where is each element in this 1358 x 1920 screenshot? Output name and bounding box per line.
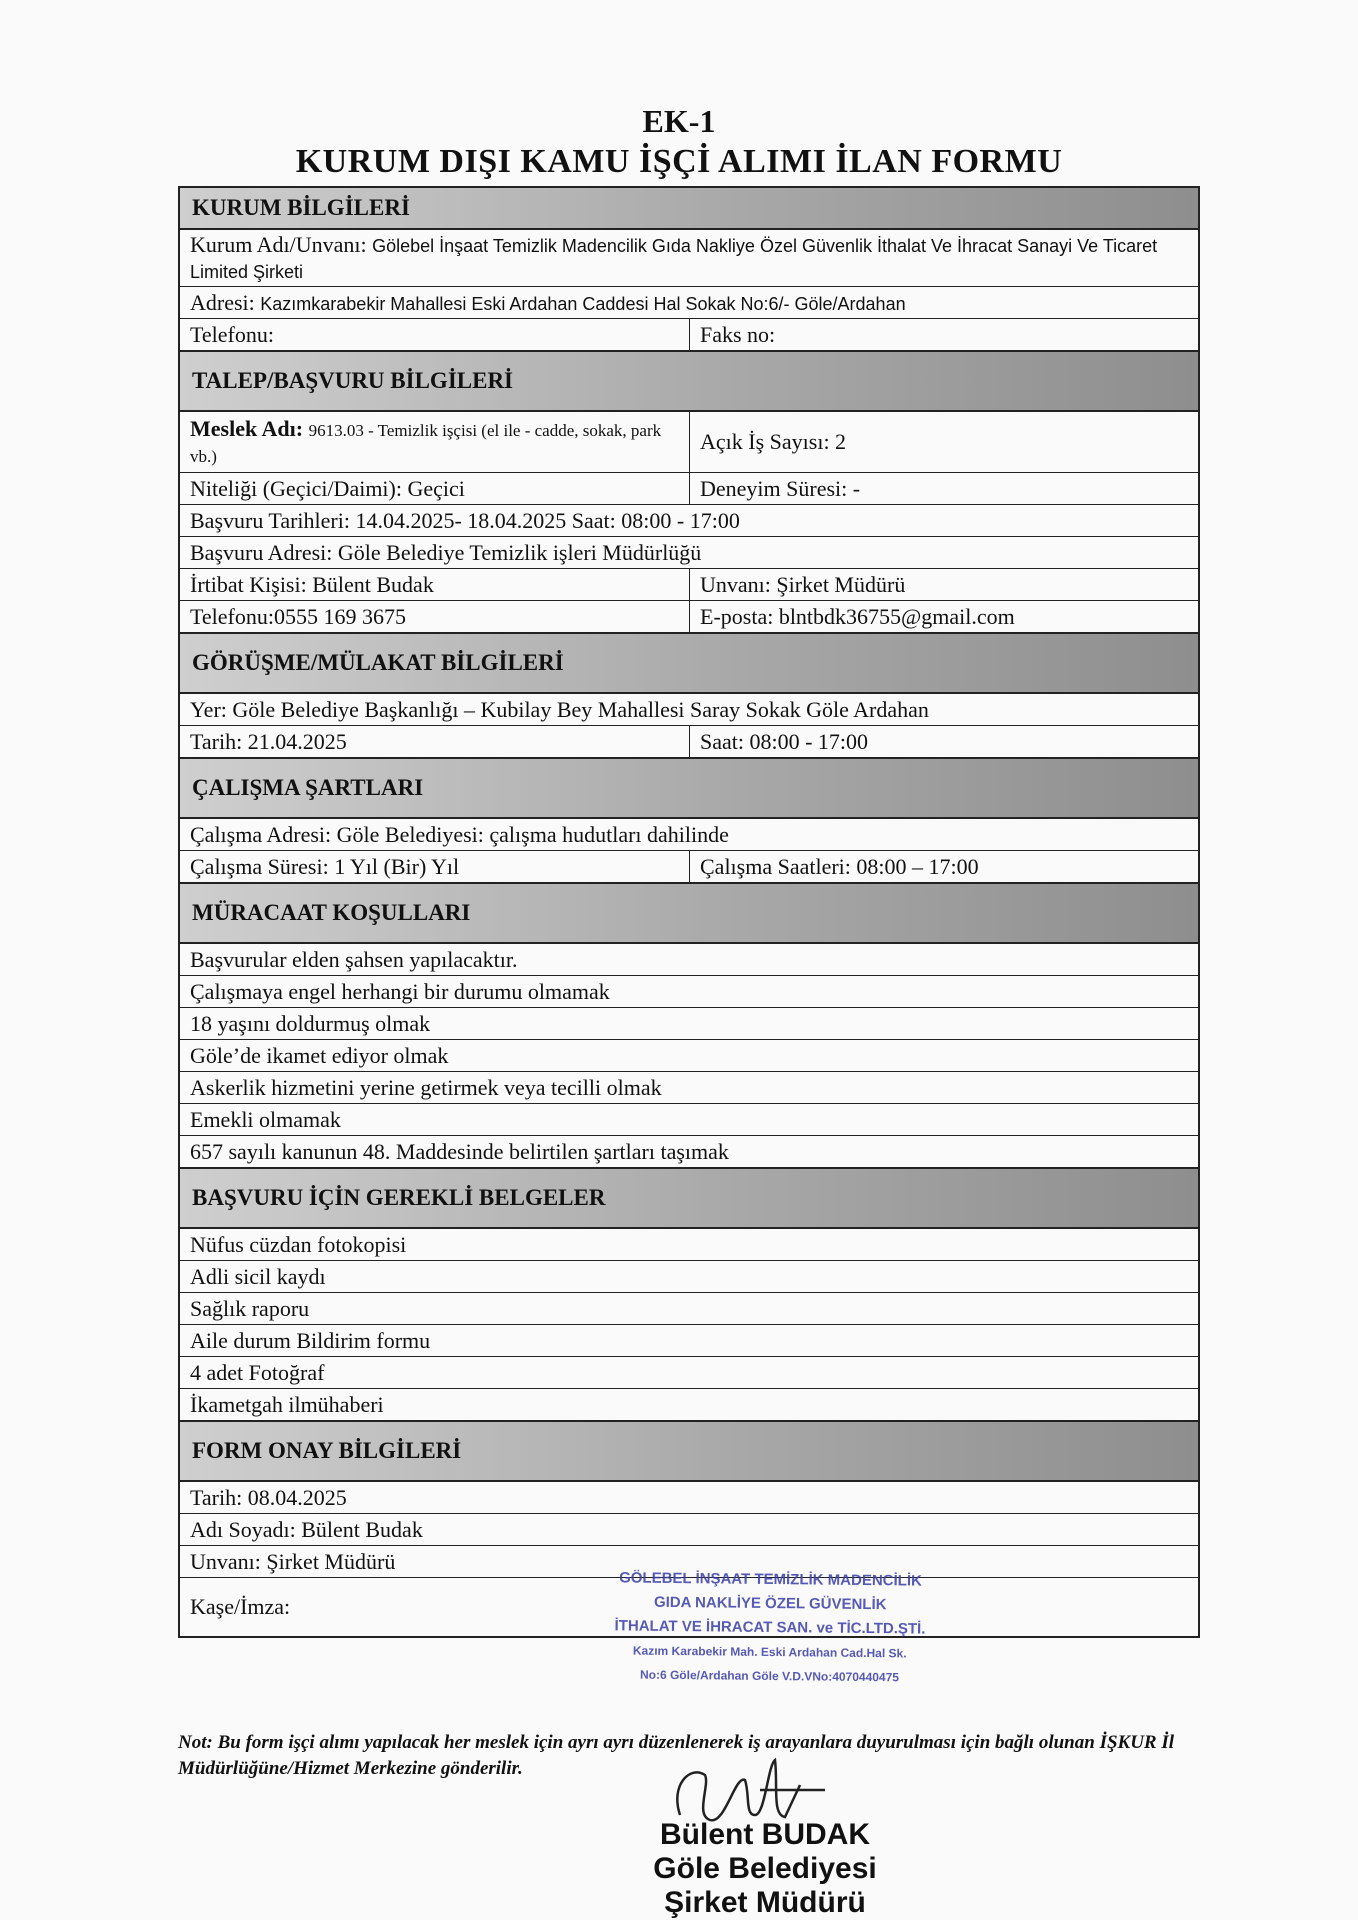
- calisma-saatleri: Çalışma Saatleri: 08:00 – 17:00: [700, 853, 979, 879]
- deneyim-suresi: Deneyim Süresi: -: [700, 475, 861, 501]
- irtibat-kisisi: İrtibat Kişisi: Bülent Budak: [180, 569, 690, 600]
- onay-adi: Adı Soyadı: Bülent Budak: [190, 1516, 423, 1542]
- form-code: EK-1: [642, 103, 716, 139]
- form-note: Not: Bu form işçi alımı yapılacak her meslek için ayrı ayrı düzenlenerek iş arayanlara duyurulması için bağlı olunan İŞKUR İl Müdürlüğüne/Hizmet Merkezine gönderilir.: [178, 1732, 1175, 1779]
- nitelik-row: [180, 473, 1198, 505]
- list-item: Askerlik hizmetini yerine getirmek veya tecilli olmak: [180, 1072, 1198, 1104]
- section-gorusme: GÖRÜŞME/MÜLAKAT BİLGİLERİ: [180, 632, 1198, 694]
- section-belgeler: BAŞVURU İÇİN GEREKLİ BELGELER: [180, 1167, 1198, 1229]
- company-stamp: GÖLEBEL İNŞAAT TEMİZLİK MADENCİLİK GIDA NAKLİYE ÖZEL GÜVENLİK İTHALAT VE İHRACAT SAN. ve TİC.LTD.ŞTİ. Kazım Karabekir Mah. Eski Ardahan Cad.Hal Sk. No:6 Göle/Ardahan Göle V.D.VNo:4070440475: [614, 1569, 926, 1685]
- calisma-suresi: Çalışma Süresi: 1 Yıl (Bir) Yıl: [180, 851, 690, 882]
- list-item: Adli sicil kaydı: [180, 1261, 1198, 1293]
- gorusme-saat: Saat: 08:00 - 17:00: [700, 728, 869, 754]
- basvuru-adresi: Başvuru Adresi: Göle Belediye Temizlik işleri Müdürlüğü: [190, 539, 702, 565]
- basvuru-tarihleri: Başvuru Tarihleri: 14.04.2025- 18.04.2025 Saat: 08:00 - 17:00: [190, 507, 740, 533]
- kurum-adres-value: Kazımkarabekir Mahallesi Eski Ardahan Caddesi Hal Sokak No:6/- Göle/Ardahan: [260, 293, 906, 314]
- irtibat-telefon: Telefonu:0555 169 3675: [180, 601, 690, 632]
- niteligi: Niteliği (Geçici/Daimi): Geçici: [180, 473, 690, 504]
- kurum-telefon: Telefonu:: [180, 319, 690, 350]
- section-muracaat: MÜRACAAT KOŞULLARI: [180, 882, 1198, 944]
- signer-title: Şirket Müdürü: [664, 1886, 866, 1919]
- kurum-faks: Faks no:: [700, 321, 776, 347]
- gorusme-tarih-row: [180, 726, 1198, 757]
- calisma-adresi: Çalışma Adresi: Göle Belediyesi: çalışma hudutları dahilinde: [190, 821, 729, 847]
- acik-is-sayisi: Açık İş Sayısı: 2: [700, 429, 847, 454]
- onay-kase: Kaşe/İmza:: [190, 1594, 291, 1619]
- list-item: Emekli olmamak: [180, 1104, 1198, 1136]
- list-item: Göle’de ikamet ediyor olmak: [180, 1040, 1198, 1072]
- kurum-adi-row: [180, 230, 1198, 287]
- gorusme-yer-row: [180, 694, 1198, 726]
- kurum-telefon-row: [180, 319, 1198, 350]
- signer-name: Bülent BUDAK: [660, 1818, 870, 1851]
- calisma-adres-row: [180, 819, 1198, 851]
- calisma-sure-row: [180, 851, 1198, 882]
- list-item: 657 sayılı kanunun 48. Maddesinde belirtilen şartları taşımak: [190, 1138, 729, 1164]
- kurum-adres-row: [180, 287, 1198, 319]
- kurum-adi-label: Kurum Adı/Unvanı:: [190, 232, 367, 257]
- list-item: Nüfus cüzdan fotokopisi: [180, 1229, 1198, 1261]
- meslek-label: Meslek Adı:: [190, 416, 304, 441]
- section-calisma: ÇALIŞMA ŞARTLARI: [180, 757, 1198, 819]
- kurum-adi-value: Gölebel İnşaat Temizlik Madencilik Gıda Nakliye Özel Güvenlik İthalat Ve İhracat Sanayi Ve Ticaret Limited Şirketi: [190, 236, 1158, 282]
- irtibat-eposta: E-posta: blntbdk36755@gmail.com: [700, 603, 1015, 629]
- iletisim-row: [180, 601, 1198, 632]
- list-item: Başvurular elden şahsen yapılacaktır.: [180, 944, 1198, 976]
- meslek-row: [180, 412, 1198, 473]
- irtibat-row: [180, 569, 1198, 601]
- list-item: 4 adet Fotoğraf: [180, 1357, 1198, 1389]
- signature-block: [600, 1818, 930, 1920]
- list-item: Sağlık raporu: [180, 1293, 1198, 1325]
- announcement-form: [178, 186, 1200, 1638]
- section-talep: TALEP/BAŞVURU BİLGİLERİ: [180, 350, 1198, 412]
- section-kurum: KURUM BİLGİLERİ: [180, 186, 1198, 230]
- signer-org: Göle Belediyesi: [653, 1852, 877, 1885]
- basvuru-tarihleri-row: [180, 505, 1198, 537]
- section-onay: FORM ONAY BİLGİLERİ: [180, 1420, 1198, 1482]
- onay-tarih: Tarih: 08.04.2025: [190, 1484, 347, 1510]
- list-item: 18 yaşını doldurmuş olmak: [180, 1008, 1198, 1040]
- onay-tarih-row: [180, 1482, 1198, 1514]
- onay-unvan: Unvanı: Şirket Müdürü: [190, 1548, 396, 1574]
- meslek-value: 9613.03 - Temizlik işçisi (el ile - cadde, sokak, park vb.): [190, 421, 662, 466]
- onay-adi-row: [180, 1514, 1198, 1546]
- gorusme-tarih: Tarih: 21.04.2025: [180, 726, 690, 757]
- list-item: İkametgah ilmühaberi: [190, 1391, 384, 1417]
- irtibat-unvan: Unvanı: Şirket Müdürü: [700, 571, 906, 597]
- list-item: Aile durum Bildirim formu: [180, 1325, 1198, 1357]
- form-title: KURUM DIŞI KAMU İŞÇİ ALIMI İLAN FORMU: [295, 143, 1063, 180]
- list-item: Çalışmaya engel herhangi bir durumu olmamak: [180, 976, 1198, 1008]
- basvuru-adresi-row: [180, 537, 1198, 569]
- gorusme-yer: Yer: Göle Belediye Başkanlığı – Kubilay Bey Mahallesi Saray Sokak Göle Ardahan: [190, 696, 929, 722]
- kurum-adres-label: Adresi:: [190, 289, 255, 315]
